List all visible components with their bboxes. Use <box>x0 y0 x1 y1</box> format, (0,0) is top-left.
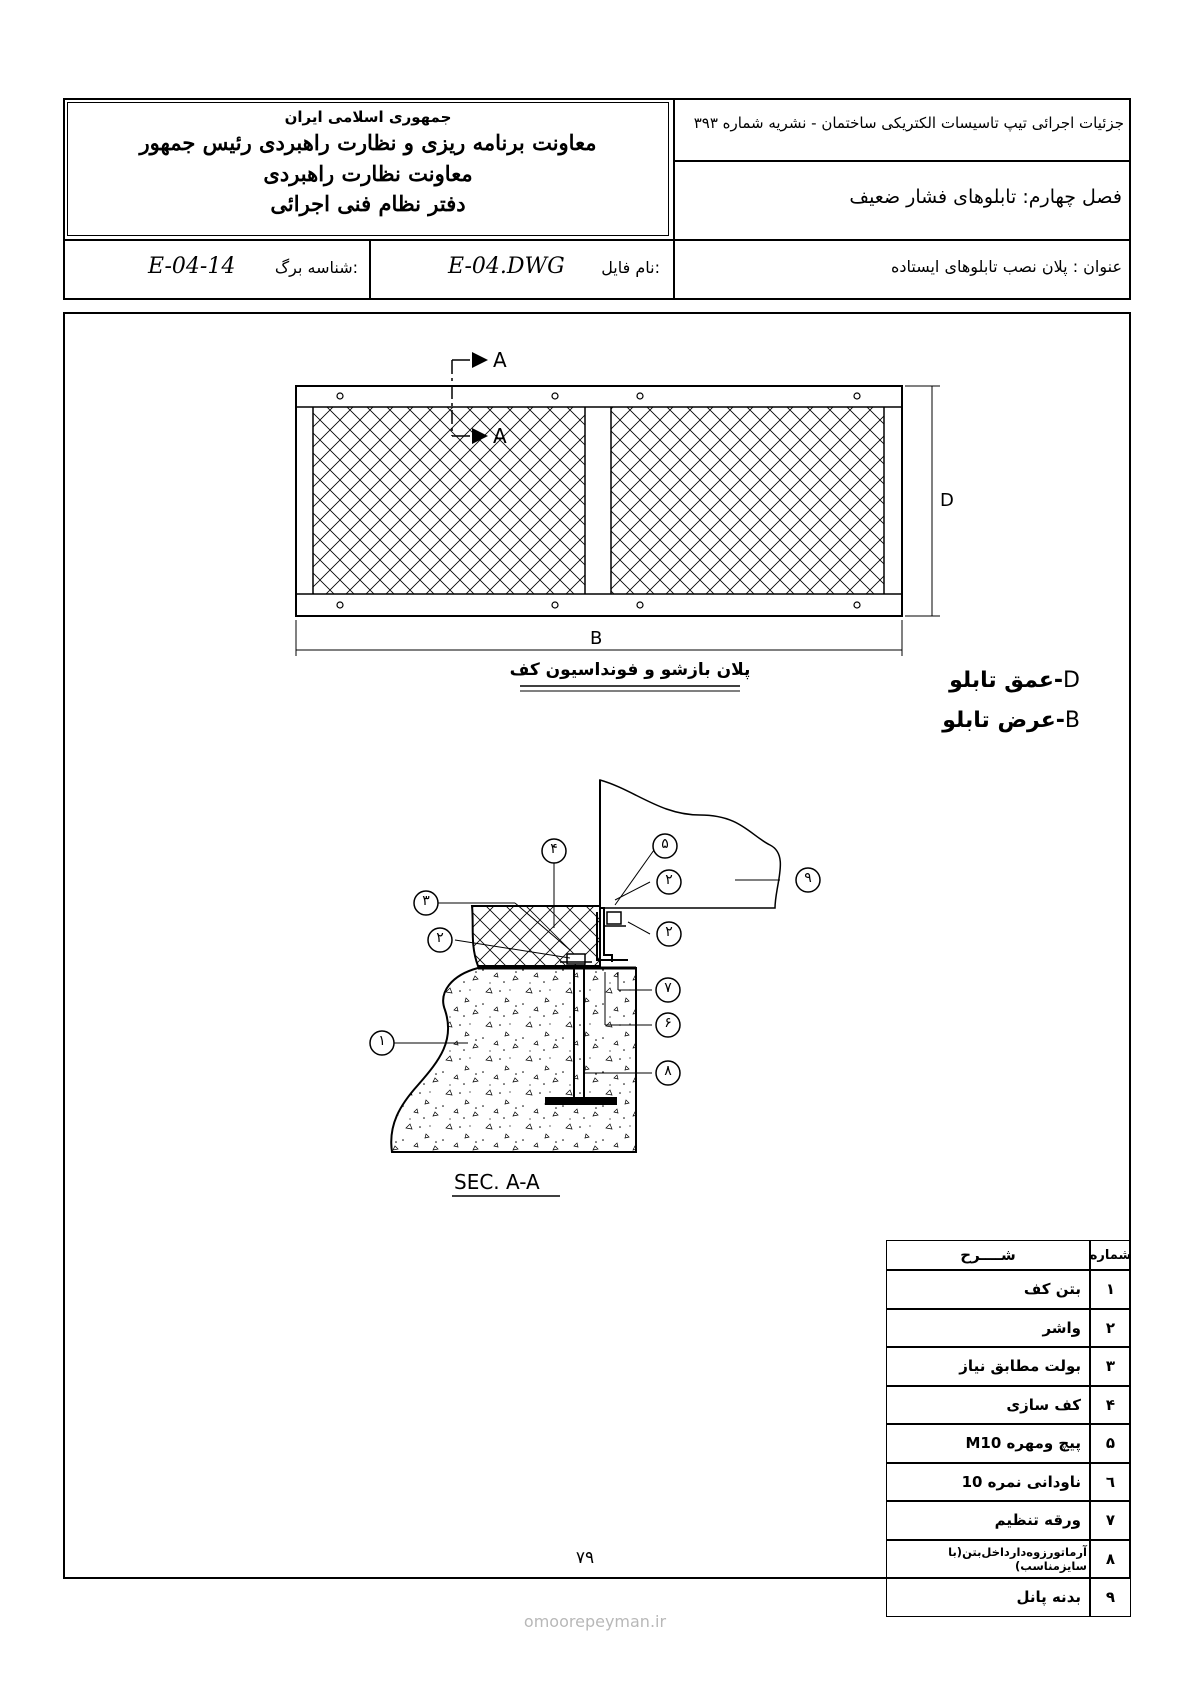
callout-2b: ۲ <box>665 872 673 888</box>
file-value: E-04.DWG <box>448 254 565 279</box>
sheet-id-label: شناسه برگ: <box>274 258 358 277</box>
legend-row-num: ۴ <box>1090 1386 1131 1425</box>
callout-2c: ۲ <box>665 924 673 940</box>
note-depth <box>900 668 1080 693</box>
legend-row-num: ۱ <box>1090 1270 1131 1309</box>
callout-6: ۶ <box>664 1015 672 1031</box>
section-marker-top: A <box>493 348 507 372</box>
page-number: ۷۹ <box>575 1548 595 1568</box>
org-line-1: جمهوری اسلامی ایران <box>284 108 452 126</box>
legend-row-num: ۵ <box>1090 1424 1131 1463</box>
legend-header-num-text: شماره <box>1089 1247 1132 1263</box>
legend-row-num: ۹ <box>1090 1578 1131 1617</box>
callout-7: ۷ <box>664 980 672 996</box>
section-caption: SEC. A-A <box>454 1170 540 1194</box>
legend-header-num <box>1090 1240 1131 1270</box>
section-marker-bottom: A <box>493 424 507 448</box>
chapter-title: فصل چهارم: تابلوهای فشار ضعیف <box>849 186 1122 208</box>
legend-header-desc-text: شــــرح <box>960 1246 1016 1264</box>
org-line-3: معاونت نظارت راهبردی <box>263 161 473 186</box>
dimension-depth-label: D <box>940 490 954 511</box>
sheet-id-value: E-04-14 <box>148 254 236 279</box>
legend-row-desc: آرماتورزوه‌دارداخل‌بتن(با سایزمناسب) <box>886 1540 1090 1579</box>
callout-9: ۹ <box>804 870 812 886</box>
section-arrow-top-icon <box>472 352 488 368</box>
sheet-title-label: عنوان : <box>1072 257 1122 276</box>
sheet-title-value: پلان نصب تابلوهای ایستاده <box>890 257 1068 276</box>
legend-row-desc: پیچ ومهره M10 <box>886 1424 1090 1463</box>
callout-4: ۴ <box>550 841 558 857</box>
note-depth-key: D <box>1063 668 1080 693</box>
legend-row-desc: ناودانی نمره 10 <box>886 1463 1090 1502</box>
legend-row-desc: کف سازی <box>886 1386 1090 1425</box>
section-concrete-slab <box>391 968 636 1152</box>
callout-2a: ۲ <box>436 930 444 946</box>
legend-row-desc: بدنه پانل <box>886 1578 1090 1617</box>
file-label: نام فایل: <box>601 258 660 277</box>
org-line-4: دفتر نظام فنی اجرائی <box>270 191 466 216</box>
plan-opening-left <box>313 407 585 594</box>
callout-5: ۵ <box>661 836 669 852</box>
legend-row-num: ۲ <box>1090 1309 1131 1348</box>
note-width-text: -عرض تابلو <box>942 708 1065 733</box>
note-depth-text: -عمق تابلو <box>949 668 1064 693</box>
legend-row-desc: بتن کف <box>886 1270 1090 1309</box>
legend-row-desc: واشر <box>886 1309 1090 1348</box>
legend-row-num: ۳ <box>1090 1347 1131 1386</box>
dimension-width-label: B <box>590 628 603 649</box>
callout-8: ۸ <box>664 1063 672 1079</box>
plan-opening-right <box>611 407 884 594</box>
note-width <box>900 708 1080 733</box>
legend-row-desc: ورقه تنظیم <box>886 1501 1090 1540</box>
callout-3: ۳ <box>422 893 430 909</box>
legend-row-desc: بولت مطابق نیاز <box>886 1347 1090 1386</box>
watermark-url: omoorepeyman.ir <box>523 1612 667 1631</box>
plan-caption: پلان بازشو و فونداسیون کف <box>509 660 751 680</box>
publication-title: جزئیات اجرائی تیپ تاسیسات الکتریکی ساختمان - نشریه شماره ۳۹۳ <box>693 114 1124 132</box>
legend-row-num: ٦ <box>1090 1463 1131 1502</box>
note-width-key: B <box>1064 708 1080 733</box>
callout-1: ۱ <box>378 1033 386 1049</box>
dimension-depth <box>905 386 940 616</box>
legend-header-desc <box>886 1240 1090 1270</box>
org-line-2: معاونت برنامه ریزی و نظارت راهبردی رئیس جمهور <box>139 130 597 155</box>
legend-row-num: ۷ <box>1090 1501 1131 1540</box>
legend-row-num: ۸ <box>1090 1540 1131 1579</box>
